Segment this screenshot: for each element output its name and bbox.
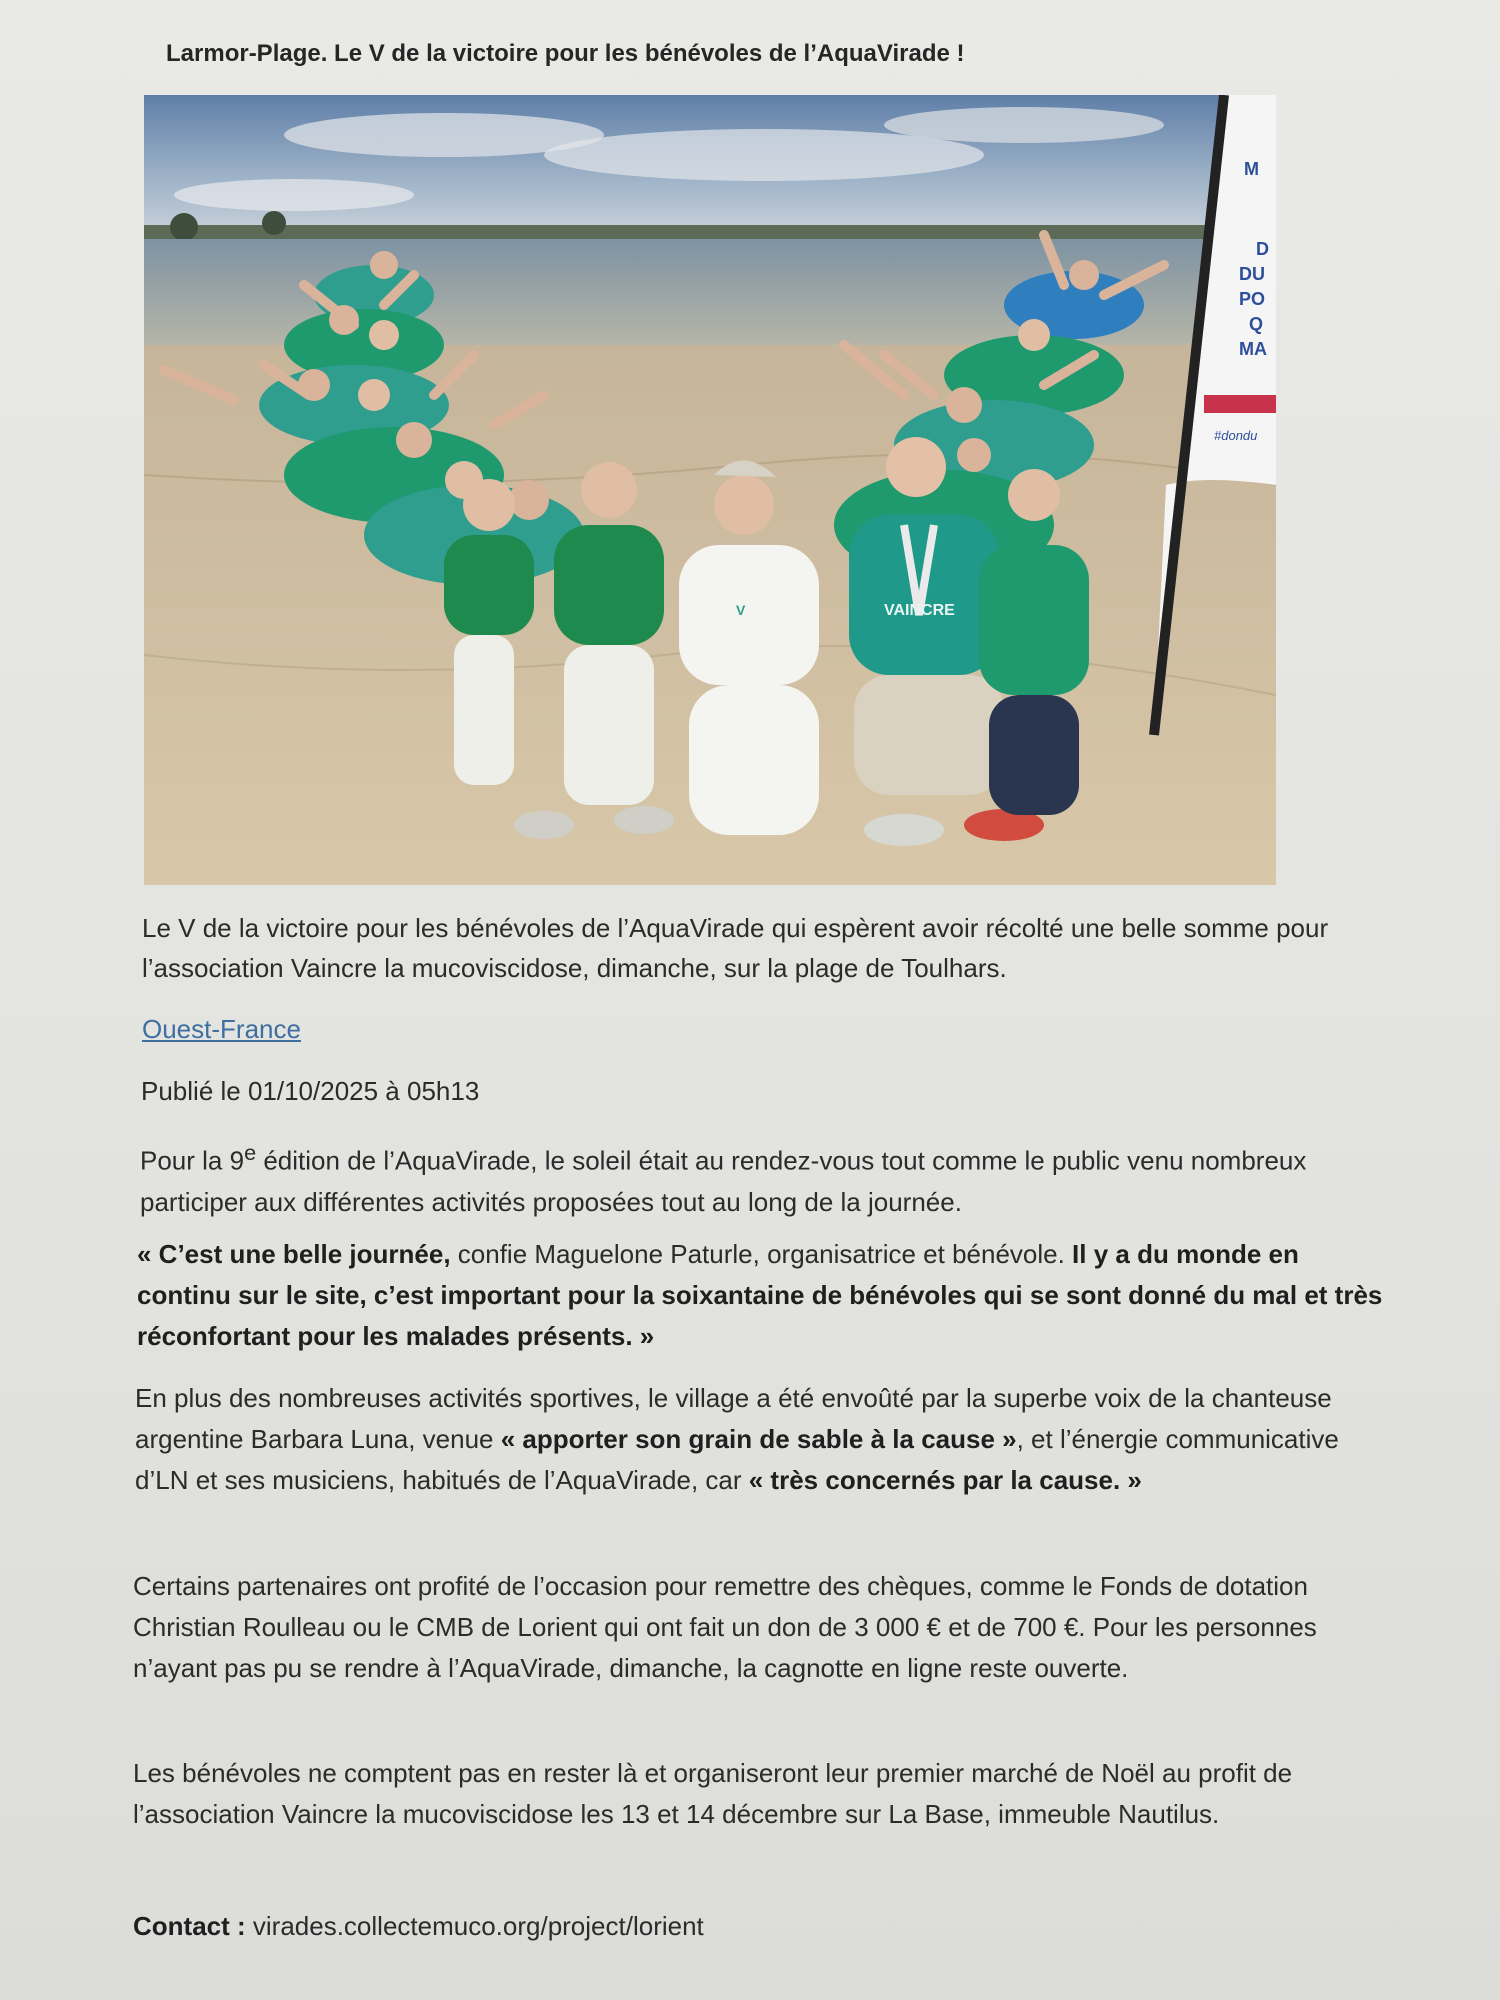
- article-headline: Larmor-Plage. Le V de la victoire pour les bénévoles de l’AquaVirade !: [166, 40, 965, 67]
- article-photo: [144, 95, 1276, 885]
- photo-caption: Le V de la victoire pour les bénévoles de l’AquaVirade qui espèrent avoir récolté une belle somme pour l’association Vaincre la mucoviscidose, dimanche, sur la plage de Toulhars.: [142, 913, 1329, 983]
- contact-url: virades.collectemuco.org/project/lorient: [245, 1911, 704, 1941]
- shirt-text: VAINCRE: [884, 602, 955, 619]
- paragraph-intro: Pour la 9e édition de l’AquaVirade, le soleil était au rendez-vous tout comme le public venu nombreux participer aux différentes activités proposées tout au long de la journée.: [140, 1140, 1307, 1217]
- svg-text:V: V: [736, 602, 746, 618]
- tree: [170, 213, 198, 241]
- paragraph-christmas-market: Les bénévoles ne comptent pas en rester là et organiseront leur premier marché de Noël au profit de l’association Vaincre la mucoviscidose les 13 et 14 décembre sur La Base, immeuble Nautilus.: [133, 1758, 1293, 1829]
- coastline: [144, 225, 1276, 239]
- banner-line: Q: [1249, 314, 1264, 334]
- banner-line: DU: [1239, 264, 1265, 284]
- source-link[interactable]: Ouest-France: [142, 1014, 301, 1044]
- banner-line: M: [1244, 159, 1259, 179]
- contact-label: Contact :: [133, 1911, 246, 1941]
- banner-tag: #dondu: [1214, 428, 1258, 443]
- contact-line: [133, 1906, 1393, 1947]
- cloud: [544, 129, 984, 181]
- banner-line: D: [1256, 239, 1269, 259]
- beach-group-photo: [144, 95, 1276, 885]
- banner-line: MA: [1239, 339, 1267, 359]
- paragraph-donations: Certains partenaires ont profité de l’occasion pour remettre des chèques, comme le Fonds de dotation Christian Roulleau ou le CMB de Lorient qui ont fait un don de 3 000 € et de 700 €. Pour les personnes n’ayant pas pu se rendre à l’AquaVirade, dimanche, la cagnotte en ligne reste ouverte.: [133, 1571, 1317, 1683]
- published-date: Publié le 01/10/2025 à 05h13: [141, 1076, 480, 1106]
- banner-line: PO: [1239, 289, 1266, 309]
- paragraph-music: En plus des nombreuses activités sportives, le village a été envoûté par la superbe voix de la chanteuse argentine Barbara Luna, venue « apporter son grain de sable à la cause », et l’énergie communicative d’LN et ses musiciens, habitués de l’AquaVirade, car « très concernés par la cause. »: [135, 1383, 1339, 1495]
- superscript: e: [244, 1140, 257, 1165]
- cloud: [884, 107, 1164, 143]
- paragraph-quote: « C’est une belle journée, confie Maguelone Paturle, organisatrice et bénévole. Il y a du monde en continu sur le site, c’est important pour la soixantaine de bénévoles qui se sont donné du mal et très réconfortant pour les malades présents. »: [137, 1239, 1383, 1351]
- cloud: [174, 179, 414, 211]
- tree: [262, 211, 286, 235]
